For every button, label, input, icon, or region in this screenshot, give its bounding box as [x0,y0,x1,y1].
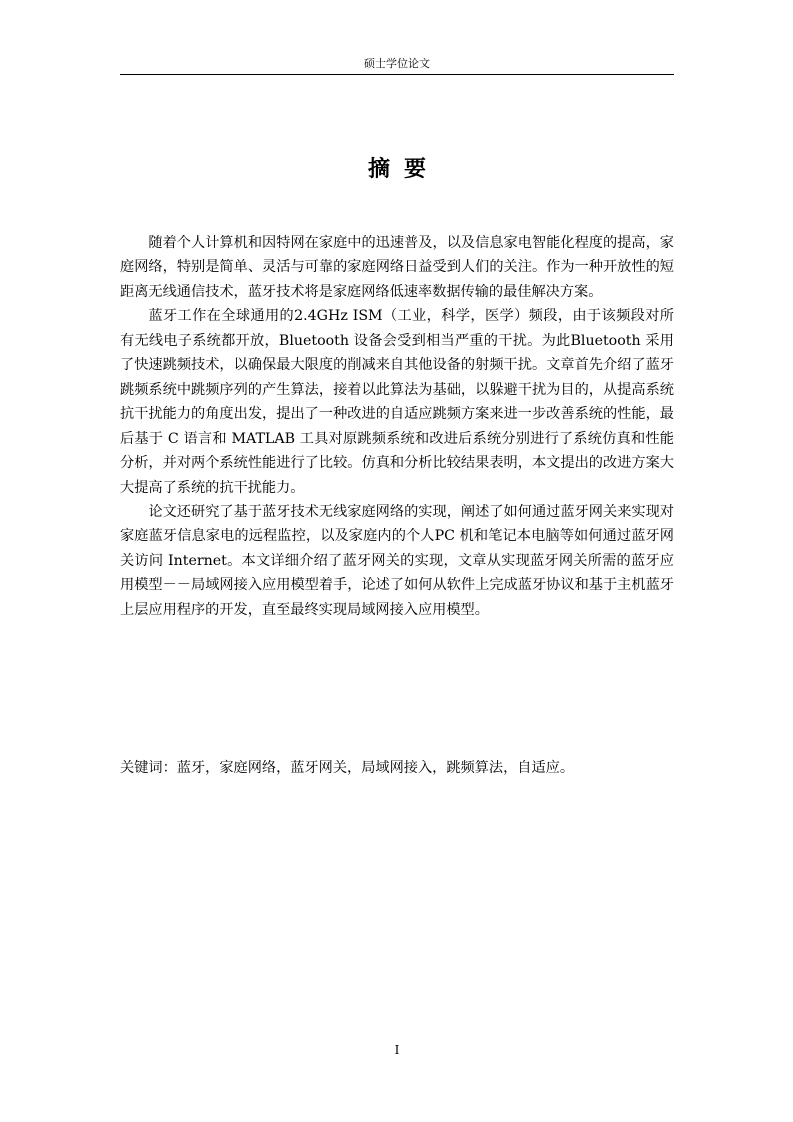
page-number: I [394,1043,400,1057]
running-header: 硕士学位论文 [364,57,430,70]
header-rule [120,74,674,75]
abstract-paragraph-3: 论文还研究了基于蓝牙技术无线家庭网络的实现，阐述了如何通过蓝牙网关来实现对家庭蓝牙信息家电的远程监控，以及家庭内的个人PC 机和笔记本电脑等如何通过蓝牙网关访问 Internet。本文详细介绍了蓝牙网关的实现，文章从实现蓝牙网关所需的蓝牙应用模型－－局域网接入应用模型着手，论述了如何从软件上完成蓝牙协议和基于主机蓝牙上层应用程序的开发，直至最终实现局域网接入应用模型。 [120,503,674,618]
abstract-title: 摘要 [367,156,440,182]
abstract-body [120,231,674,622]
keywords-line: 关键词：蓝牙，家庭网络，蓝牙网关，局域网接入，跳频算法，自适应。 [120,760,575,776]
abstract-paragraph-2: 蓝牙工作在全球通用的2.4GHz ISM（工业，科学，医学）频段，由于该频段对所有无线电子系统都开放，Bluetooth 设备会受到相当严重的干扰。为此Bluetooth 采用了快速跳频技术，以确保最大限度的削减来自其他设备的射频干扰。文章首先介绍了蓝牙跳频系统中跳频序列的产生算法，接着以此算法为基础，以躲避干扰为目的，从提高系统抗干扰能力的角度出发，提出了一种改进的自适应跳频方案来进一步改善系统的性能，最后基于 C 语言和 MATLAB 工具对原跳频系统和改进后系统分别进行了系统仿真和性能分析，并对两个系统性能进行了比较。仿真和分析比较结果表明，本文提出的改进方案大大提高了系统的抗干扰能力。 [120,308,674,496]
abstract-paragraph-1: 随着个人计算机和因特网在家庭中的迅速普及，以及信息家电智能化程度的提高，家庭网络，特别是简单、灵活与可靠的家庭网络日益受到人们的关注。作为一种开放性的短距离无线通信技术，蓝牙技术将是家庭网络低速率数据传输的最佳解决方案。 [120,235,674,300]
